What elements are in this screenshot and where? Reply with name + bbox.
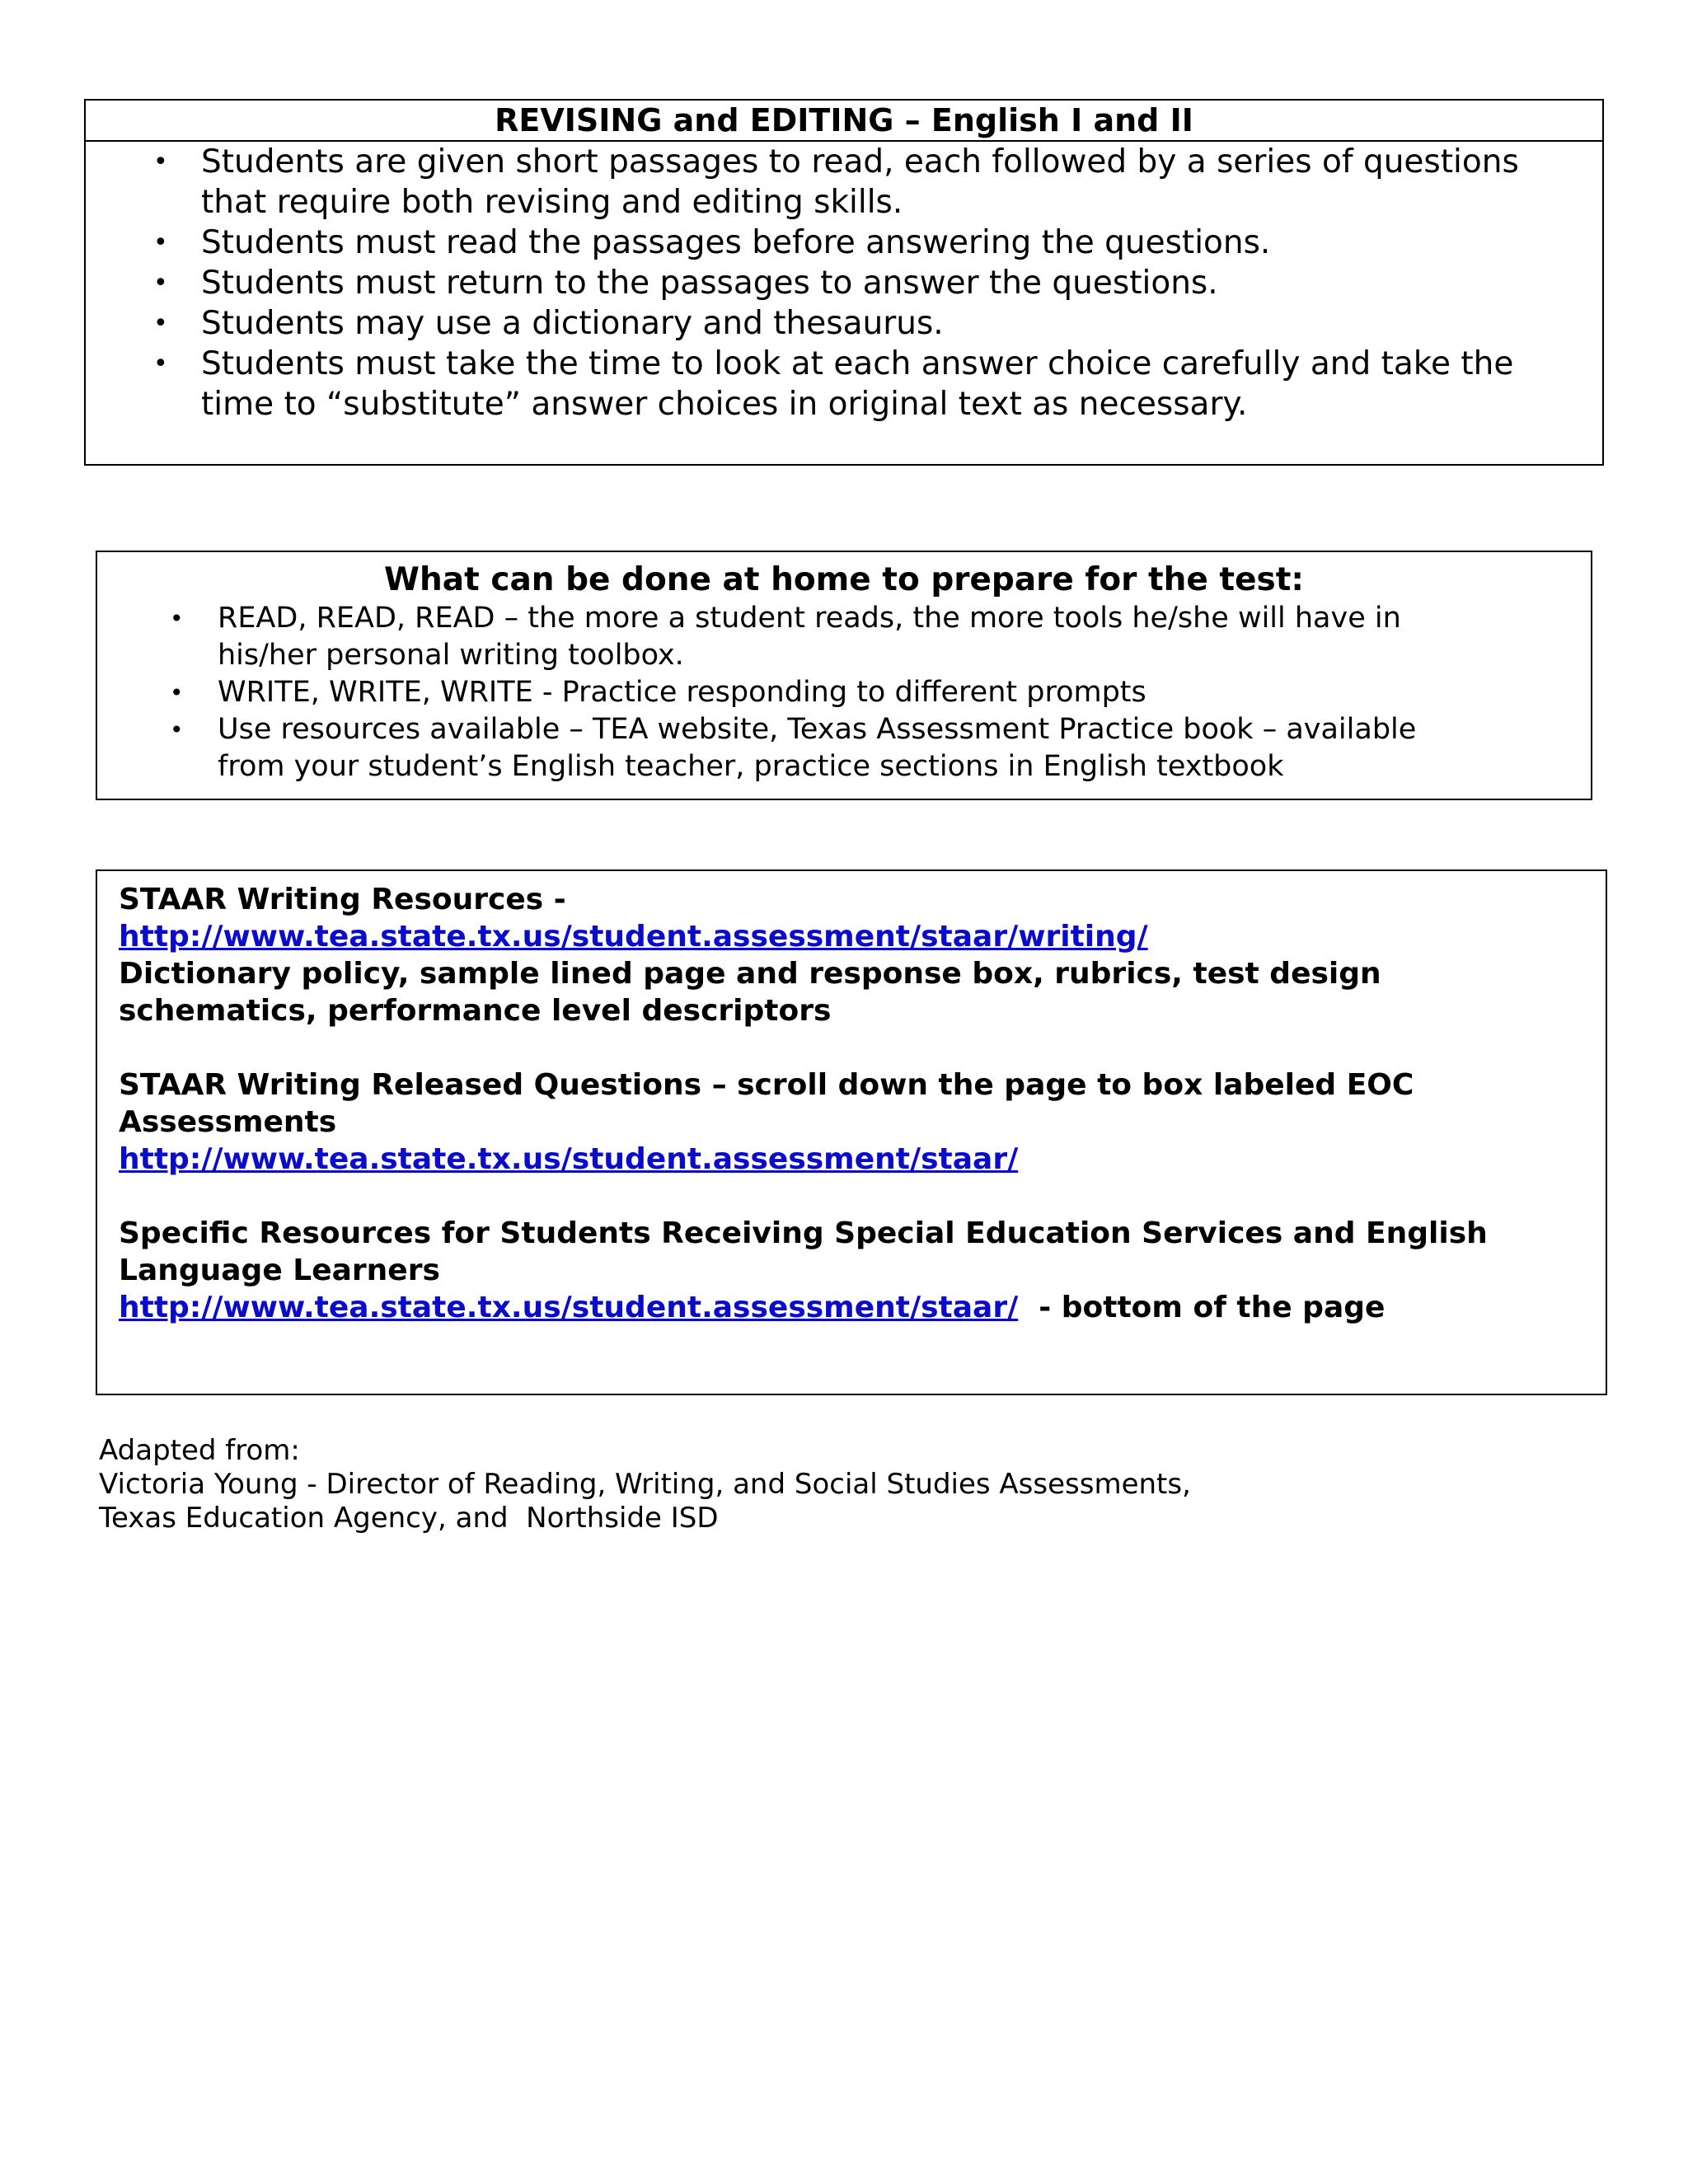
writing-resources-desc: schematics, performance level descriptors bbox=[119, 994, 832, 1028]
bullet-icon: • bbox=[153, 269, 168, 298]
bullet-icon: • bbox=[153, 228, 168, 257]
home-prep-list bbox=[97, 600, 1591, 785]
revising-editing-title: REVISING and EDITING – English I and II bbox=[86, 101, 1602, 142]
list-item-line: his/her personal writing toolbox. bbox=[218, 639, 684, 672]
special-resources-heading: Specific Resources for Students Receiving Special Education Services and English bbox=[119, 1216, 1488, 1250]
special-resources-suffix: - bottom of the page bbox=[1018, 1291, 1386, 1324]
home-prep-title: What can be done at home to prepare for the test: bbox=[384, 561, 1304, 598]
list-item bbox=[153, 263, 1602, 303]
attribution-line: Victoria Young - Director of Reading, Writing, and Social Studies Assessments, bbox=[99, 1468, 1191, 1501]
special-resources-link[interactable]: http://www.tea.state.tx.us/student.assessment/staar/ bbox=[119, 1291, 1019, 1324]
bullet-icon: • bbox=[153, 349, 168, 378]
staar-resources-box bbox=[96, 869, 1607, 1395]
bullet-icon: • bbox=[170, 716, 184, 743]
list-item-line: Students must read the passages before answering the questions. bbox=[201, 224, 1271, 261]
list-item-line: that require both revising and editing skills. bbox=[201, 184, 903, 221]
list-item-line: Students may use a dictionary and thesaurus. bbox=[201, 305, 944, 342]
list-item-line: WRITE, WRITE, WRITE - Practice responding to different prompts bbox=[218, 676, 1146, 709]
list-item bbox=[153, 344, 1602, 424]
released-questions-heading: STAAR Writing Released Questions – scroll down the page to box labeled EOC bbox=[119, 1068, 1414, 1102]
list-item-line: READ, READ, READ – the more a student reads, the more tools he/she will have in bbox=[218, 602, 1401, 635]
bullet-icon: • bbox=[170, 605, 184, 632]
list-item bbox=[170, 711, 1591, 785]
writing-resources-link[interactable]: http://www.tea.state.tx.us/student.assessment/staar/writing/ bbox=[119, 920, 1148, 954]
writing-resources-heading: STAAR Writing Resources - bbox=[119, 883, 566, 916]
attribution bbox=[99, 1434, 1191, 1535]
list-item-line: from your student’s English teacher, practice sections in English textbook bbox=[218, 750, 1284, 783]
list-item bbox=[153, 142, 1602, 223]
revising-editing-list bbox=[86, 142, 1602, 424]
bullet-icon: • bbox=[153, 148, 168, 176]
bullet-icon: • bbox=[153, 309, 168, 338]
list-item-line: time to “substitute” answer choices in original text as necessary. bbox=[201, 386, 1248, 423]
bullet-icon: • bbox=[170, 679, 184, 706]
list-item bbox=[153, 303, 1602, 344]
home-prep-box bbox=[96, 551, 1592, 800]
list-item bbox=[170, 600, 1591, 674]
released-questions-link[interactable]: http://www.tea.state.tx.us/student.assessment/staar/ bbox=[119, 1142, 1019, 1176]
released-questions-heading: Assessments bbox=[119, 1105, 337, 1139]
attribution-line: Texas Education Agency, and Northside ISD bbox=[99, 1502, 719, 1535]
special-resources-heading: Language Learners bbox=[119, 1254, 440, 1287]
attribution-line: Adapted from: bbox=[99, 1434, 300, 1467]
list-item-line: Use resources available – TEA website, Texas Assessment Practice book – available bbox=[218, 713, 1417, 746]
writing-resources-desc: Dictionary policy, sample lined page and response box, rubrics, test design bbox=[119, 957, 1381, 991]
revising-editing-box bbox=[84, 99, 1604, 466]
list-item bbox=[153, 223, 1602, 263]
list-item-line: Students must return to the passages to answer the questions. bbox=[201, 265, 1218, 302]
list-item-line: Students must take the time to look at each answer choice carefully and take the bbox=[201, 345, 1514, 382]
list-item-line: Students are given short passages to read, each followed by a series of questions bbox=[201, 143, 1519, 180]
list-item bbox=[170, 674, 1591, 711]
